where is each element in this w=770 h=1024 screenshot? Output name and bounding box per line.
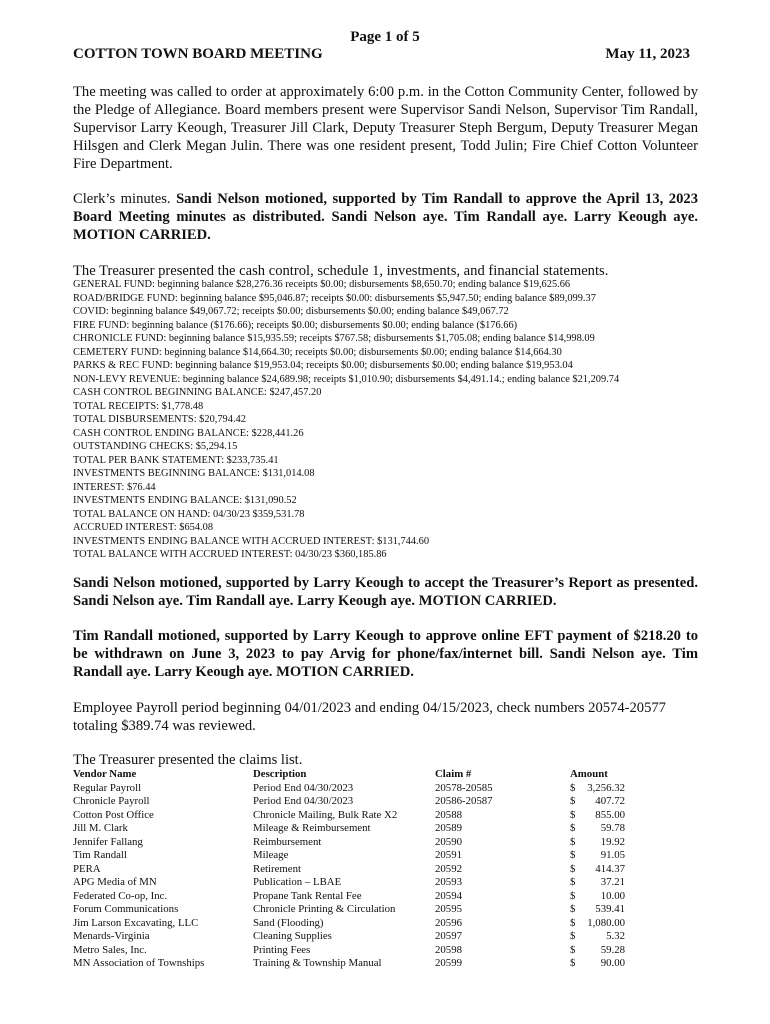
financial-line: CASH CONTROL ENDING BALANCE: $228,441.26 [73,427,304,439]
currency-symbol: $ [570,862,576,875]
description-cell: Cleaning Supplies [253,930,332,942]
financial-line: INVESTMENTS ENDING BALANCE: $131,090.52 [73,495,297,506]
claim-number-cell: 20578-20585 [435,781,493,794]
financial-line: COVID: beginning balance $49,067.72; receipts $0.00; disbursements $0.00; ending balance $49,067.72 [73,306,509,317]
currency-symbol: $ [570,849,576,861]
currency-symbol: $ [570,835,576,848]
amount-cell: 59.28 [600,943,625,956]
financial-line: TOTAL RECEIPTS: $1,778.48 [73,400,204,412]
claim-number-cell: 20588 [435,808,462,821]
amount-cell: 1,080.00 [587,916,625,929]
financial-statement-list [73,278,713,562]
financial-line: TOTAL PER BANK STATEMENT: $233,735.41 [73,454,279,466]
vendor-cell: Forum Communications [73,903,179,915]
description-cell: Mileage & Reimbursement [253,822,371,834]
eft-payment-motion: Tim Randall motioned, supported by Larry Keough to approve online EFT payment of $218.20 to be withdrawn on June 3, 2023 to pay Arvig for phone/fax/internet bill. Sandi Nelson aye. Tim Randall aye. Larry Keough aye. MOTION CARRIED. [73,628,698,680]
financial-line: CHRONICLE FUND: beginning balance $15,935.59; receipts $767.58; disbursements $1,705.08; ending balance $14,998.09 [73,333,595,344]
meeting-date: May 11, 2023 [605,46,690,62]
treasurer-report-motion: Sandi Nelson motioned, supported by Larry Keough to accept the Treasurer’s Report as presented. Sandi Nelson aye. Tim Randall aye. Larry Keough aye. MOTION CARRIED. [73,575,698,609]
currency-symbol: $ [570,876,576,888]
vendor-cell: Jill M. Clark [73,822,128,834]
amount-cell: 3,256.32 [587,781,625,794]
vendor-cell: Jim Larson Excavating, LLC [73,916,199,929]
description-cell: Training & Township Manual [253,957,382,969]
financial-line: OUTSTANDING CHECKS: $5,294.15 [73,441,238,452]
description-cell: Publication – LBAE [253,876,342,888]
claim-number-cell: 20586-20587 [435,795,493,807]
intro-paragraph: The meeting was called to order at approximately 6:00 p.m. in the Cotton Community Center, followed by the Pledge of Allegiance. Board members present were Supervisor Sandi Nelson, Supervisor Tim Randall, Supervisor Larry Keough, Treasurer Jill Clark, Deputy Treasurer Steph Bergum, Deputy Treasurer Megan Hilsgen and Clerk Megan Julin. There was one resident present, Todd Julin; Fire Chief Cotton Volunteer Fire Department. [73,84,698,172]
amount-cell: 91.05 [600,849,625,861]
financial-line: ACCRUED INTEREST: $654.08 [73,522,214,533]
financial-line: INVESTMENTS ENDING BALANCE WITH ACCRUED INTEREST: $131,744.60 [73,535,430,547]
amount-cell: 407.72 [595,795,625,807]
financial-line: INTEREST: $76.44 [73,481,156,493]
vendor-cell: Tim Randall [73,849,127,861]
description-cell: Sand (Flooding) [253,916,324,929]
vendor-cell: MN Association of Townships [73,957,205,969]
amount-cell: 10.00 [600,889,625,902]
currency-symbol: $ [570,781,576,794]
vendor-cell: Cotton Post Office [73,808,154,821]
vendor-cell: Regular Payroll [73,781,142,794]
vendor-cell: Jennifer Fallang [73,835,143,848]
financial-line: CASH CONTROL BEGINNING BALANCE: $247,457.20 [73,387,322,398]
financial-line: FIRE FUND: beginning balance ($176.66); receipts $0.00; disbursements $0.00; ending balance ($176.66) [73,319,518,331]
treasurer-intro: The Treasurer presented the cash control, schedule 1, investments, and financial statements. [73,263,609,279]
vendor-cell: PERA [73,862,101,875]
meeting-title: COTTON TOWN BOARD MEETING [73,46,323,62]
financial-line: NON-LEVY REVENUE: beginning balance $24,689.98; receipts $1,010.90; disbursements $4,491.14.; ending balance $21,209.74 [73,373,620,385]
vendor-cell: Chronicle Payroll [73,795,150,807]
amount-cell: 90.00 [600,957,625,969]
amount-cell: 539.41 [595,903,625,915]
financial-line: TOTAL BALANCE WITH ACCRUED INTEREST: 04/30/23 $360,185.86 [73,549,387,560]
financial-line: GENERAL FUND: beginning balance $28,276.36 receipts $0.00; disbursements $8,650.70; ending balance $19,625.66 [73,279,571,290]
vendor-cell: Menards-Virginia [73,930,150,942]
currency-symbol: $ [570,808,576,821]
claim-number-cell: 20598 [435,943,462,956]
currency-symbol: $ [570,957,576,969]
vendor-cell: Metro Sales, Inc. [73,943,147,956]
description-cell: Chronicle Mailing, Bulk Rate X2 [253,808,398,821]
currency-symbol: $ [570,889,576,902]
claim-number-cell: 20595 [435,903,462,915]
description-cell: Reimbursement [253,835,322,848]
clerk-minutes-paragraph [73,190,698,244]
vendor-cell: APG Media of MN [73,876,157,888]
clerk-minutes-lead: Clerk’s minutes. [73,191,177,207]
currency-symbol: $ [570,903,576,915]
claim-number-cell: 20599 [435,957,462,969]
financial-line: INVESTMENTS BEGINNING BALANCE: $131,014.08 [73,468,315,479]
claim-number-cell: 20589 [435,822,462,834]
financial-line: TOTAL BALANCE ON HAND: 04/30/23 $359,531.78 [73,508,305,520]
page-number: Page 1 of 5 [350,29,420,45]
amount-cell: 5.32 [606,930,625,942]
vendor-column-header: Vendor Name [73,768,137,780]
financial-line: PARKS & REC FUND: beginning balance $19,953.04; receipts $0.00; disbursements $0.00; ending balance $19,953.04 [73,360,573,371]
financial-line: CEMETERY FUND: beginning balance $14,664.30; receipts $0.00; disbursements $0.00; ending balance $14,664.30 [73,346,562,358]
amount-cell: 59.78 [600,822,625,834]
claim-number-cell: 20590 [435,835,462,848]
currency-symbol: $ [570,930,576,942]
amount-cell: 37.21 [600,876,625,888]
currency-symbol: $ [570,822,576,834]
description-cell: Mileage [253,849,289,861]
claim-number-cell: 20591 [435,849,462,861]
currency-symbol: $ [570,916,576,929]
description-column-header: Description [253,768,307,780]
amount-cell: 855.00 [595,808,625,821]
currency-symbol: $ [570,795,576,807]
claim-number-cell: 20594 [435,889,462,902]
description-cell: Period End 04/30/2023 [253,795,354,807]
claim-number-cell: 20593 [435,876,462,888]
clerk-minutes-motion: Sandi Nelson motioned, supported by Tim Randall to approve the April 13, 2023 Board Meeting minutes as distributed. Sandi Nelson aye. Tim Randall aye. Larry Keough aye. MOTION CARRIED. [73,191,698,243]
currency-symbol: $ [570,943,576,956]
description-cell: Retirement [253,862,301,875]
description-cell: Chronicle Printing & Circulation [253,903,396,915]
financial-line: ROAD/BRIDGE FUND: beginning balance $95,046.87; receipts $0.00: disbursements $5,947.50; ending balance $89,099.37 [73,292,596,304]
description-cell: Period End 04/30/2023 [253,781,354,794]
description-cell: Printing Fees [253,943,311,956]
amount-cell: 19.92 [600,835,625,848]
claim-number-cell: 20592 [435,862,462,875]
claims-intro: The Treasurer presented the claims list. [73,752,303,768]
claim-number-cell: 20597 [435,930,462,942]
description-cell: Propane Tank Rental Fee [253,889,362,902]
payroll-paragraph: Employee Payroll period beginning 04/01/2023 and ending 04/15/2023, check numbers 20574-20577 totaling $389.74 was reviewed. [73,700,666,734]
financial-line: TOTAL DISBURSEMENTS: $20,794.42 [73,414,246,425]
amount-cell: 414.37 [595,862,625,875]
amount-column-header: Amount [570,768,608,780]
vendor-cell: Federated Co-op, Inc. [73,889,168,902]
claim-column-header: Claim # [435,768,472,780]
claim-number-cell: 20596 [435,916,462,929]
